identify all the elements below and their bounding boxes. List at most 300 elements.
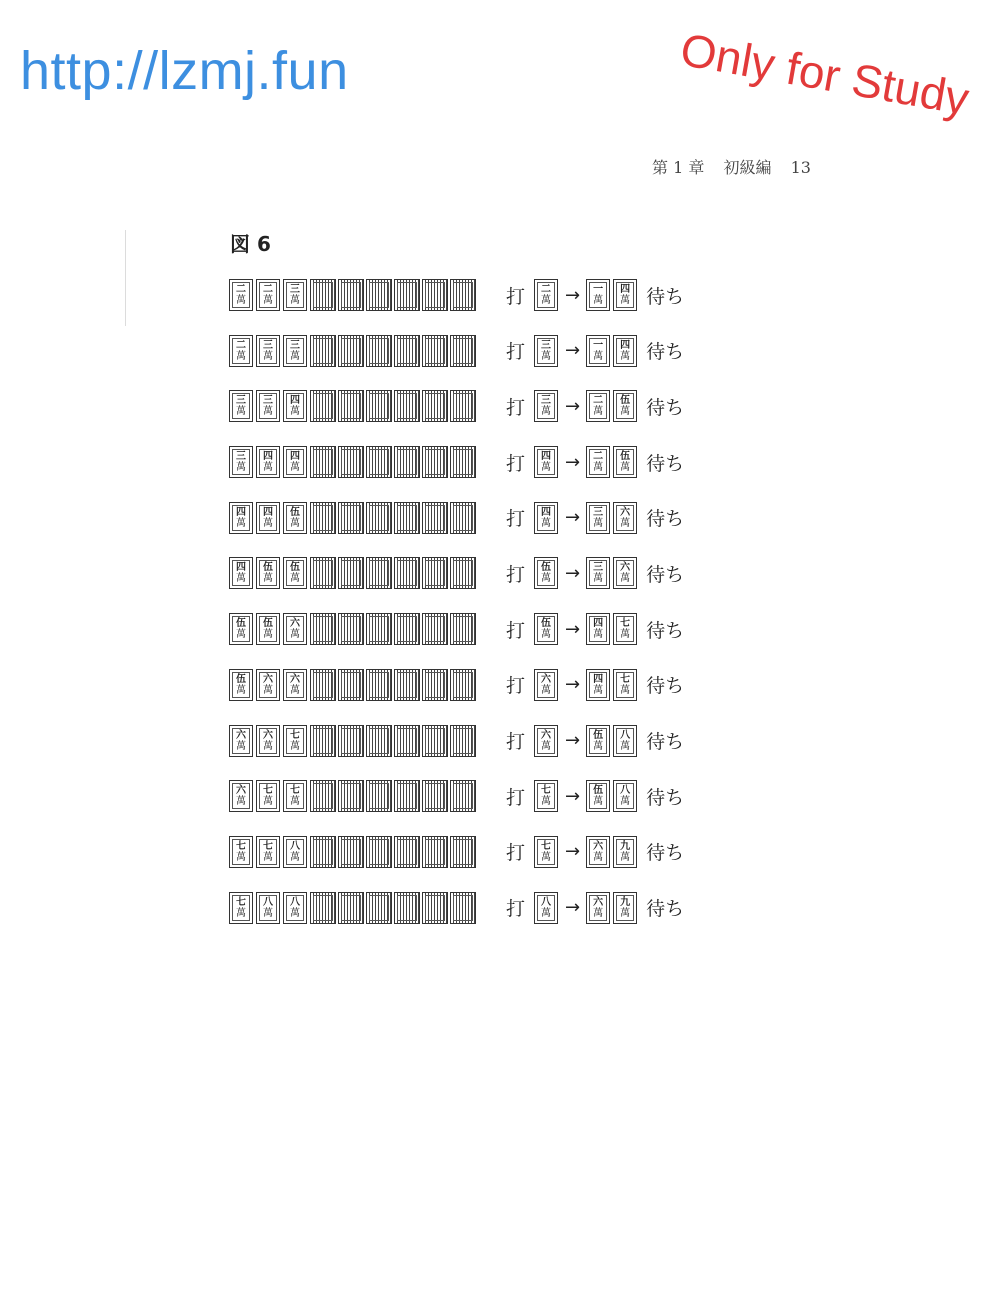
hidden-tile <box>422 502 448 534</box>
hidden-tile <box>422 335 448 367</box>
wait-tile <box>586 335 610 367</box>
page-number: 13 <box>790 158 811 177</box>
hidden-tile <box>394 446 420 478</box>
tile-number: 七 <box>263 785 273 797</box>
tile-number: 七 <box>541 785 551 797</box>
hand-tiles <box>229 836 484 868</box>
wait-tile <box>586 780 610 812</box>
hidden-tile <box>450 557 476 589</box>
tile-number: 七 <box>290 785 300 797</box>
wait-tile <box>586 836 610 868</box>
tile-number: 四 <box>263 506 273 518</box>
tile-suit: 萬 <box>290 350 300 362</box>
wait-label: 待ち <box>646 675 685 698</box>
tile-row <box>229 779 684 813</box>
hand-tiles <box>229 446 484 478</box>
wait-tile <box>586 613 610 645</box>
tile-suit: 萬 <box>620 406 631 418</box>
tile-row <box>229 668 684 702</box>
arrow-icon: → <box>565 284 581 306</box>
hand-tiles <box>229 725 484 757</box>
hidden-tile <box>338 446 364 478</box>
hidden-tile <box>310 446 336 478</box>
tile-suit: 萬 <box>620 796 631 808</box>
tile-suit: 萬 <box>541 295 551 306</box>
hidden-tile <box>450 892 476 924</box>
hidden-tile <box>338 335 364 367</box>
tile-suit: 萬 <box>290 796 300 808</box>
tile-suit: 萬 <box>263 295 273 306</box>
hidden-tile <box>338 279 364 311</box>
hidden-tile <box>394 892 420 924</box>
hidden-tile <box>422 613 448 645</box>
hidden-tile <box>310 335 336 367</box>
hand-tile <box>283 836 307 868</box>
tile-suit: 萬 <box>620 684 631 696</box>
wait-label: 待ち <box>646 731 685 753</box>
tile-row <box>229 501 684 535</box>
discard-label: 打 <box>506 396 526 419</box>
tile-diagram <box>229 278 684 946</box>
wait-label: 待ち <box>646 396 685 419</box>
hidden-tile <box>394 279 420 311</box>
wait-label: 待ち <box>646 285 685 308</box>
tile-number: 一 <box>593 339 604 351</box>
discard-tile <box>534 836 558 868</box>
hand-tile <box>283 502 307 534</box>
tile-suit: 萬 <box>263 462 273 474</box>
hidden-tile <box>450 613 476 645</box>
tile-number: 伍 <box>236 618 246 630</box>
tile-number: 四 <box>620 339 631 351</box>
discard-tile <box>534 892 558 924</box>
hand-tile <box>256 780 280 812</box>
arrow-icon: → <box>565 730 581 751</box>
hidden-tile <box>450 390 476 422</box>
hidden-tile <box>338 780 364 812</box>
tile-suit: 萬 <box>263 350 273 362</box>
tile-number: 伍 <box>541 562 551 574</box>
tile-number: 四 <box>290 451 300 463</box>
hand-tiles <box>229 780 484 812</box>
tile-number: 六 <box>541 729 551 741</box>
arrow-icon: → <box>565 674 581 696</box>
hidden-tile <box>366 725 392 757</box>
discard-label: 打 <box>506 898 526 921</box>
hand-tile <box>256 335 280 367</box>
wait-tile <box>586 279 610 311</box>
hidden-tile <box>310 279 336 311</box>
discard-label: 打 <box>506 285 526 308</box>
hand-tile <box>229 836 253 868</box>
wait-tile <box>613 446 637 478</box>
wait-tile <box>613 836 637 868</box>
tile-number: 四 <box>593 673 604 685</box>
tile-suit: 萬 <box>593 406 604 418</box>
tile-suit: 萬 <box>236 406 246 418</box>
watermark-study-note: Only for Study <box>676 22 973 125</box>
hidden-tile <box>366 780 392 812</box>
hand-tile <box>283 446 307 478</box>
hidden-tile <box>310 557 336 589</box>
wait-label: 待ち <box>646 563 685 586</box>
arrow-icon: → <box>565 340 581 362</box>
tile-suit: 萬 <box>290 462 300 474</box>
wait-tile <box>586 725 610 757</box>
tile-number: 八 <box>263 896 273 908</box>
tile-number: 三 <box>236 395 246 407</box>
tile-row <box>229 724 684 758</box>
tile-row <box>229 334 684 368</box>
hand-tile <box>256 557 280 589</box>
tile-suit: 萬 <box>236 573 246 585</box>
tile-number: 八 <box>290 840 300 852</box>
tile-number: 四 <box>541 451 551 463</box>
hand-tile <box>283 669 307 701</box>
discard-label: 打 <box>506 341 526 364</box>
hidden-tile <box>422 446 448 478</box>
hidden-tile <box>366 836 392 868</box>
hidden-tile <box>366 557 392 589</box>
discard-tile <box>534 335 558 367</box>
tile-suit: 萬 <box>236 350 246 362</box>
tile-number: 六 <box>541 673 551 685</box>
hand-tile <box>283 279 307 311</box>
tile-suit: 萬 <box>620 462 631 474</box>
tile-suit: 萬 <box>541 740 551 752</box>
arrow-icon: → <box>565 897 581 919</box>
tile-number: 三 <box>263 395 273 407</box>
tile-row <box>229 891 684 925</box>
wait-tile <box>613 279 637 311</box>
hand-tile <box>229 669 253 701</box>
tile-row <box>229 389 684 423</box>
wait-tile <box>613 557 637 589</box>
hidden-tile <box>310 613 336 645</box>
tile-number: 七 <box>541 840 551 852</box>
wait-tile <box>586 502 610 534</box>
tile-number: 二 <box>593 451 604 463</box>
tile-suit: 萬 <box>236 740 246 752</box>
tile-number: 四 <box>236 506 246 518</box>
tile-suit: 萬 <box>290 851 300 863</box>
tile-suit: 萬 <box>593 907 604 919</box>
hand-tile <box>229 780 253 812</box>
margin-rule <box>125 230 126 326</box>
tile-suit: 萬 <box>593 295 604 306</box>
tile-suit: 萬 <box>290 517 300 529</box>
hidden-tile <box>450 836 476 868</box>
tile-suit: 萬 <box>263 851 273 863</box>
arrow-icon: → <box>565 785 581 807</box>
tile-number: 八 <box>620 729 631 741</box>
tile-suit: 萬 <box>593 350 604 362</box>
hand-tiles <box>229 390 484 422</box>
tile-suit: 萬 <box>541 851 551 863</box>
discard-tile <box>534 557 558 589</box>
tile-number: 六 <box>263 729 273 741</box>
tile-number: 六 <box>620 506 631 518</box>
tile-suit: 萬 <box>263 684 273 696</box>
hidden-tile <box>338 836 364 868</box>
tile-suit: 萬 <box>593 517 604 529</box>
wait-label: 待ち <box>646 508 685 531</box>
tile-suit: 萬 <box>593 740 604 752</box>
discard-label: 打 <box>506 563 526 586</box>
tile-number: 三 <box>236 451 246 463</box>
tile-number: 九 <box>620 896 631 908</box>
tile-number: 伍 <box>236 673 246 685</box>
tile-suit: 萬 <box>620 851 631 863</box>
tile-number: 七 <box>236 840 246 852</box>
hand-tile <box>256 390 280 422</box>
tile-suit: 萬 <box>290 684 300 696</box>
tile-suit: 萬 <box>263 517 273 529</box>
tile-suit: 萬 <box>541 517 551 529</box>
tile-number: 伍 <box>263 618 273 630</box>
tile-row <box>229 835 684 869</box>
tile-suit: 萬 <box>263 796 273 808</box>
section-label: 初級編 <box>723 158 772 177</box>
tile-number: 伍 <box>290 506 300 518</box>
tile-row <box>229 445 684 479</box>
tile-suit: 萬 <box>620 517 631 529</box>
hidden-tile <box>366 446 392 478</box>
arrow-icon: → <box>565 507 581 529</box>
tile-number: 六 <box>593 896 604 908</box>
hidden-tile <box>310 780 336 812</box>
tile-number: 二 <box>263 284 273 295</box>
hidden-tile <box>338 502 364 534</box>
tile-number: 伍 <box>593 729 604 741</box>
tile-suit: 萬 <box>263 740 273 752</box>
hidden-tile <box>394 335 420 367</box>
hidden-tile <box>366 892 392 924</box>
figure-title: 図 6 <box>230 232 271 256</box>
hidden-tile <box>338 892 364 924</box>
tile-row <box>229 556 684 590</box>
arrow-icon: → <box>565 395 581 417</box>
tile-number: 一 <box>593 284 604 295</box>
hand-tile <box>229 613 253 645</box>
tile-number: 二 <box>593 395 604 407</box>
tile-number: 二 <box>541 284 551 295</box>
hidden-tile <box>450 502 476 534</box>
hand-tile <box>229 279 253 311</box>
tile-suit: 萬 <box>620 629 631 641</box>
hand-tiles <box>229 892 484 924</box>
tile-number: 七 <box>290 729 300 741</box>
hand-tile <box>256 613 280 645</box>
hidden-tile <box>338 669 364 701</box>
hand-tile <box>229 446 253 478</box>
hand-tile <box>229 725 253 757</box>
discard-tile <box>534 725 558 757</box>
discard-label: 打 <box>506 786 526 809</box>
wait-tile <box>613 892 637 924</box>
tile-suit: 萬 <box>236 629 246 641</box>
wait-tile <box>613 613 637 645</box>
hand-tile <box>229 557 253 589</box>
hidden-tile <box>422 780 448 812</box>
hidden-tile <box>394 502 420 534</box>
hidden-tile <box>338 613 364 645</box>
tile-number: 六 <box>290 618 300 630</box>
hidden-tile <box>422 669 448 701</box>
tile-suit: 萬 <box>290 406 300 418</box>
tile-suit: 萬 <box>541 796 551 808</box>
wait-tile <box>613 335 637 367</box>
hand-tiles <box>229 557 484 589</box>
hand-tile <box>229 390 253 422</box>
tile-suit: 萬 <box>620 295 631 306</box>
tile-suit: 萬 <box>236 462 246 474</box>
arrow-icon: → <box>565 562 581 584</box>
tile-number: 伍 <box>593 785 604 797</box>
tile-row <box>229 612 684 646</box>
wait-tile <box>613 780 637 812</box>
tile-suit: 萬 <box>541 573 551 585</box>
tile-suit: 萬 <box>290 295 300 306</box>
hidden-tile <box>450 780 476 812</box>
hidden-tile <box>310 836 336 868</box>
discard-tile <box>534 613 558 645</box>
tile-number: 八 <box>541 896 551 908</box>
hand-tile <box>283 557 307 589</box>
hidden-tile <box>422 390 448 422</box>
tile-suit: 萬 <box>620 740 631 752</box>
wait-label: 待ち <box>646 341 685 364</box>
tile-suit: 萬 <box>236 517 246 529</box>
hand-tile <box>283 335 307 367</box>
tile-suit: 萬 <box>620 350 631 362</box>
hidden-tile <box>338 725 364 757</box>
arrow-icon: → <box>565 841 581 863</box>
discard-label: 打 <box>506 452 526 475</box>
hidden-tile <box>366 335 392 367</box>
wait-label: 待ち <box>646 898 685 921</box>
tile-number: 六 <box>290 673 300 685</box>
hand-tile <box>256 502 280 534</box>
hidden-tile <box>310 390 336 422</box>
hand-tile <box>256 892 280 924</box>
hidden-tile <box>310 892 336 924</box>
tile-number: 四 <box>541 506 551 518</box>
hand-tile <box>256 446 280 478</box>
tile-number: 六 <box>593 840 604 852</box>
hidden-tile <box>366 669 392 701</box>
discard-label: 打 <box>506 731 526 753</box>
hand-tiles <box>229 502 484 534</box>
tile-number: 三 <box>290 284 300 295</box>
hand-tile <box>283 780 307 812</box>
hand-tile <box>256 725 280 757</box>
tile-number: 四 <box>290 395 300 407</box>
tile-number: 六 <box>620 562 631 574</box>
tile-suit: 萬 <box>593 629 604 641</box>
tile-number: 伍 <box>290 562 300 574</box>
tile-suit: 萬 <box>593 796 604 808</box>
wait-label: 待ち <box>646 452 685 475</box>
wait-tile <box>586 669 610 701</box>
wait-label: 待ち <box>646 619 685 642</box>
wait-tile <box>613 725 637 757</box>
hand-tiles <box>229 669 484 701</box>
hand-tile <box>283 892 307 924</box>
hand-tiles <box>229 335 484 367</box>
tile-suit: 萬 <box>541 462 551 474</box>
hidden-tile <box>422 892 448 924</box>
hand-tile <box>256 279 280 311</box>
tile-number: 三 <box>593 562 604 574</box>
tile-number: 二 <box>236 339 246 351</box>
hidden-tile <box>366 502 392 534</box>
tile-suit: 萬 <box>236 907 246 919</box>
tile-suit: 萬 <box>593 684 604 696</box>
hand-tile <box>283 613 307 645</box>
hand-tile <box>229 335 253 367</box>
discard-label: 打 <box>506 508 526 531</box>
tile-number: 九 <box>620 840 631 852</box>
tile-suit: 萬 <box>236 851 246 863</box>
tile-suit: 萬 <box>263 907 273 919</box>
tile-suit: 萬 <box>290 907 300 919</box>
discard-tile <box>534 502 558 534</box>
discard-tile <box>534 446 558 478</box>
tile-number: 三 <box>263 339 273 351</box>
wait-tile <box>586 390 610 422</box>
wait-tile <box>613 502 637 534</box>
tile-suit: 萬 <box>263 406 273 418</box>
tile-number: 四 <box>593 618 604 630</box>
arrow-icon: → <box>565 618 581 640</box>
tile-number: 伍 <box>620 451 631 463</box>
tile-number: 四 <box>620 284 631 295</box>
hand-tile <box>229 502 253 534</box>
hidden-tile <box>450 725 476 757</box>
hand-tile <box>283 390 307 422</box>
hand-tiles <box>229 613 484 645</box>
tile-number: 二 <box>236 284 246 295</box>
discard-label: 打 <box>506 842 526 865</box>
watermark-url: http://lzmj.fun <box>20 41 349 101</box>
hidden-tile <box>394 780 420 812</box>
hidden-tile <box>394 669 420 701</box>
tile-suit: 萬 <box>236 295 246 306</box>
running-head <box>652 155 811 178</box>
hidden-tile <box>394 725 420 757</box>
tile-number: 三 <box>593 506 604 518</box>
hidden-tile <box>338 390 364 422</box>
tile-suit: 萬 <box>620 573 631 585</box>
tile-suit: 萬 <box>541 629 551 641</box>
tile-number: 六 <box>236 785 246 797</box>
tile-number: 三 <box>290 339 300 351</box>
hidden-tile <box>394 836 420 868</box>
wait-tile <box>613 669 637 701</box>
tile-suit: 萬 <box>263 629 273 641</box>
tile-number: 伍 <box>620 395 631 407</box>
tile-number: 八 <box>620 785 631 797</box>
tile-number: 伍 <box>263 562 273 574</box>
tile-number: 三 <box>541 395 551 407</box>
hidden-tile <box>422 557 448 589</box>
tile-suit: 萬 <box>541 350 551 362</box>
wait-tile <box>613 390 637 422</box>
hand-tile <box>256 669 280 701</box>
hidden-tile <box>310 669 336 701</box>
tile-number: 伍 <box>541 618 551 630</box>
